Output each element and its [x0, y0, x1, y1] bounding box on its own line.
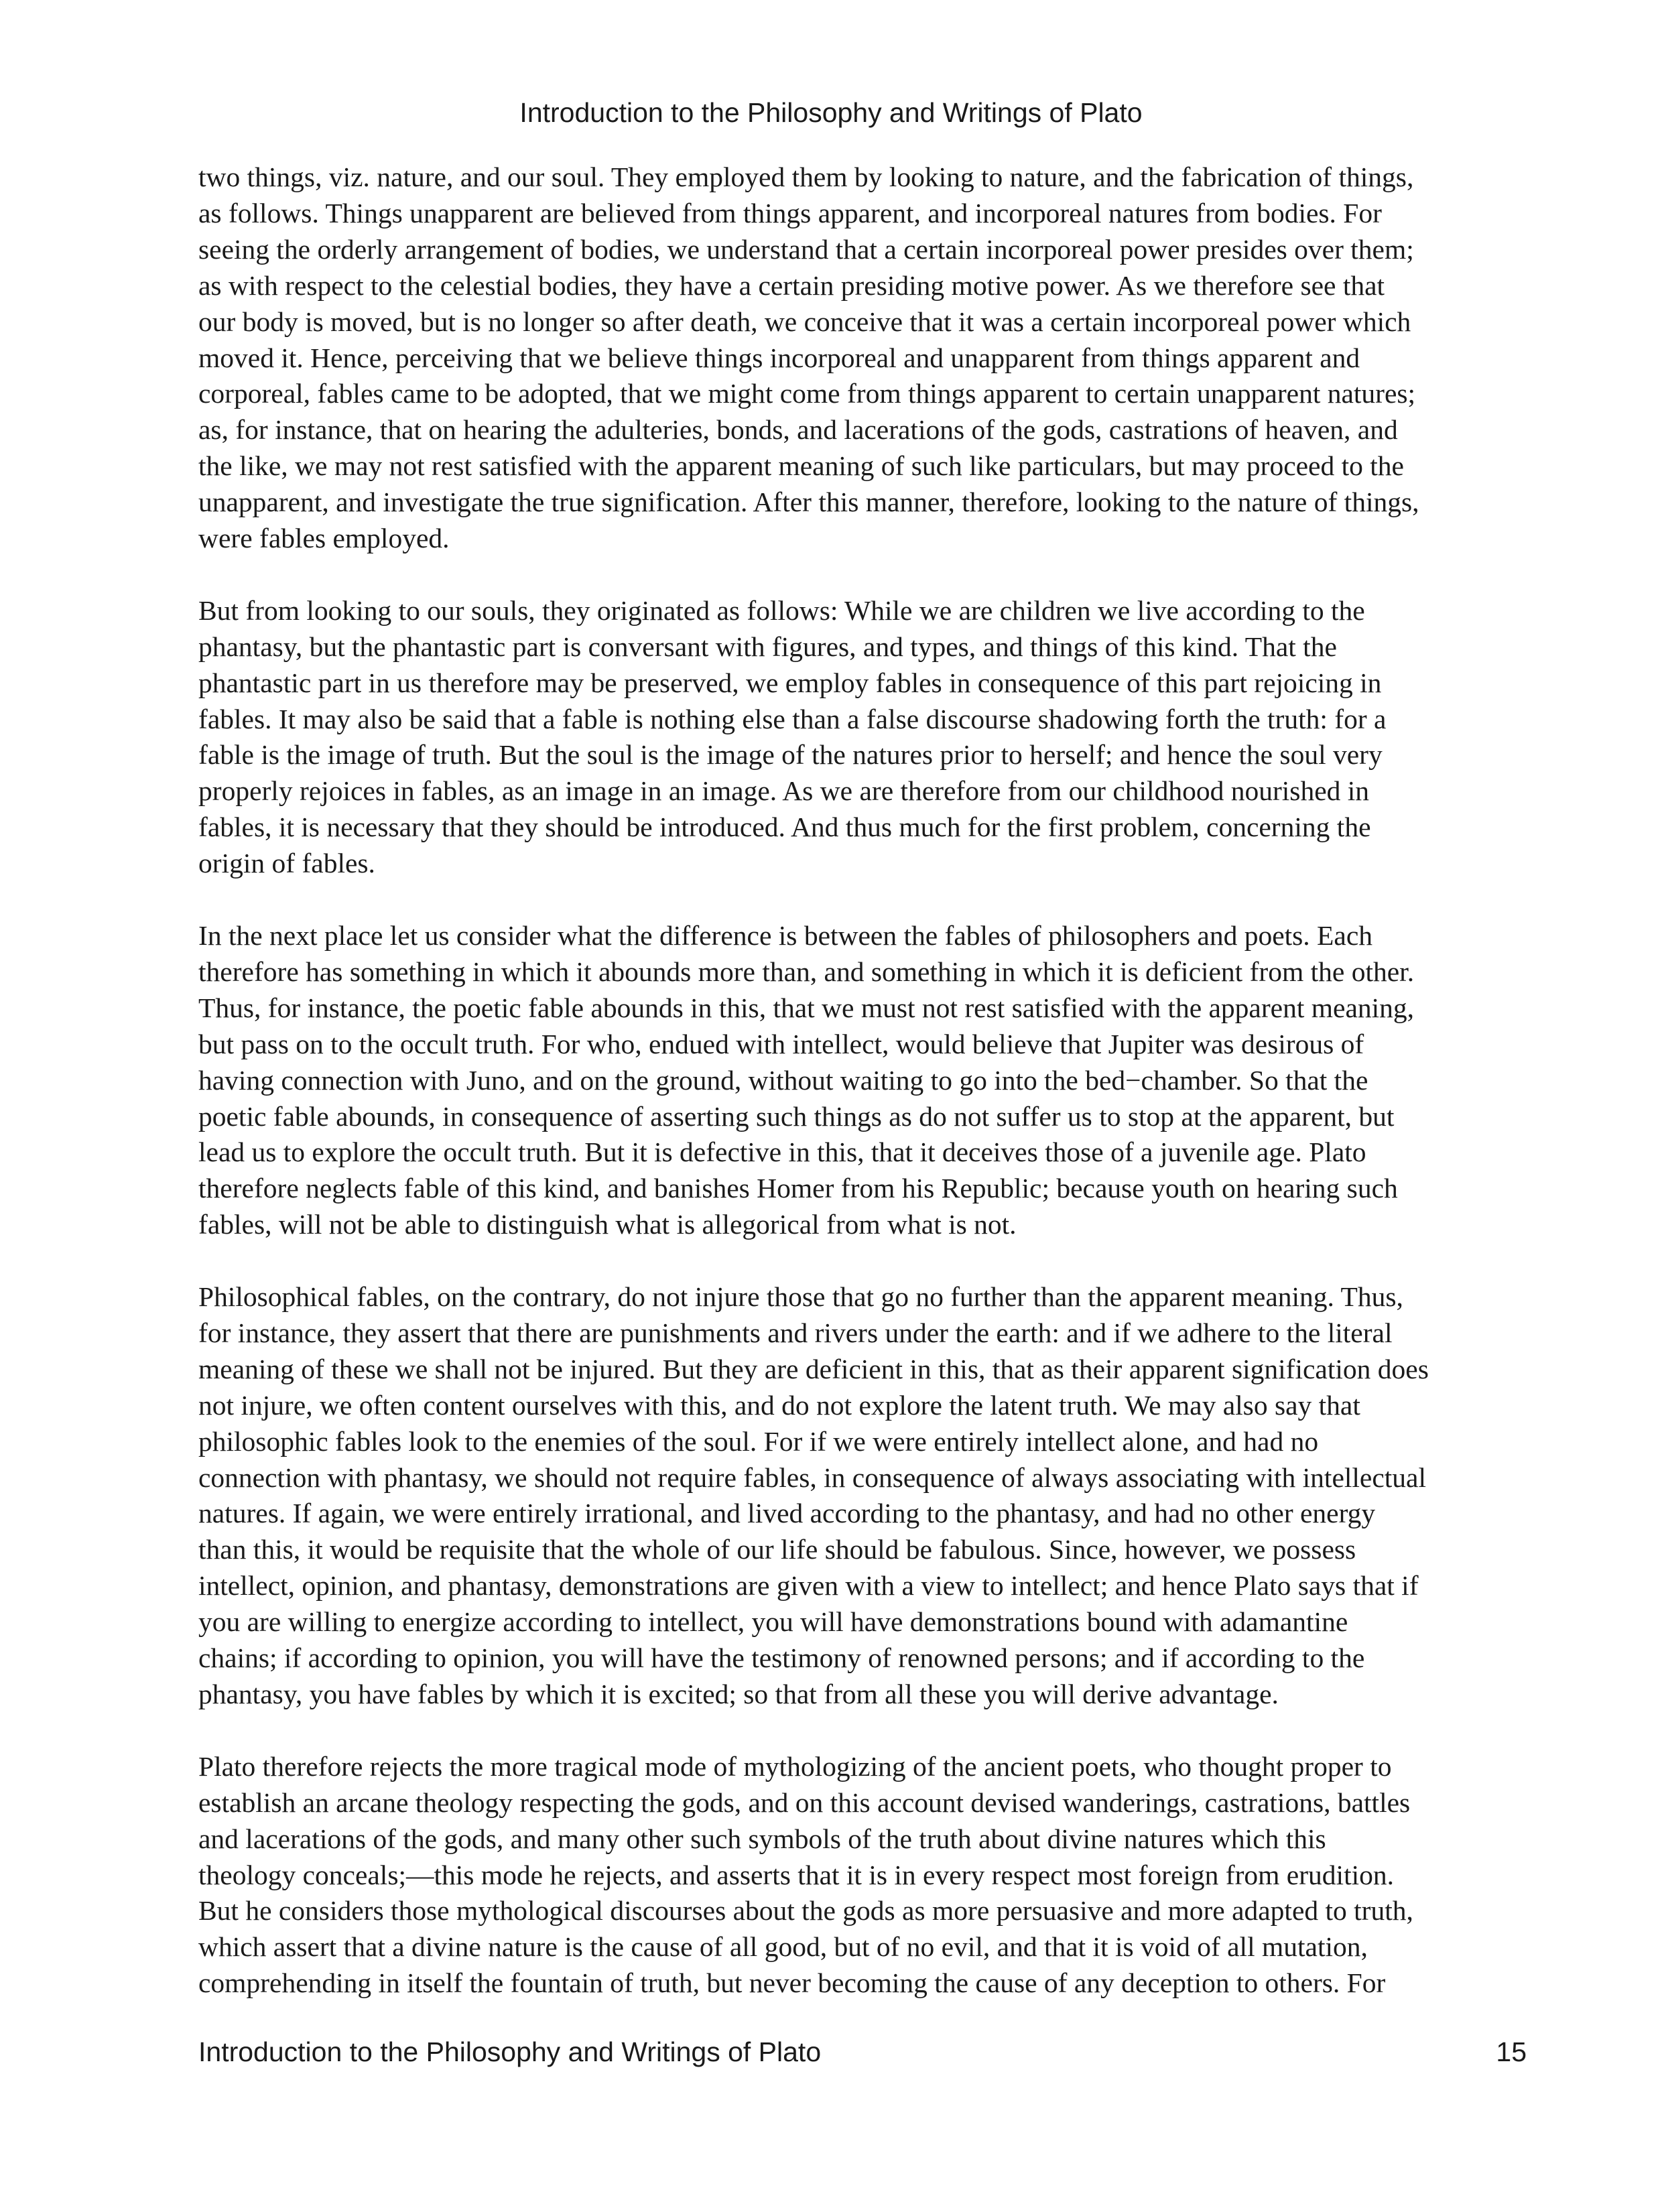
running-footer-title: Introduction to the Philosophy and Writings of Plato [198, 2036, 822, 2067]
paragraph [198, 1279, 1532, 1713]
text-line: fables, it is necessary that they should be introduced. And thus much for the first problem, concerning the [198, 811, 1371, 843]
text-line: But he considers those mythological discourses about the gods as more persuasive and more adapted to truth, [198, 1895, 1413, 1927]
text-line: therefore neglects fable of this kind, and banishes Homer from his Republic; because youth on hearing such [198, 1173, 1398, 1204]
text-line: fables, will not be able to distinguish what is allegorical from what is not. [198, 1209, 1017, 1240]
text-line: connection with phantasy, we should not require fables, in consequence of always associating with intellectual [198, 1461, 1426, 1493]
text-line: theology conceals;—this mode he rejects, and asserts that it is in every respect most foreign from erudition. [198, 1859, 1395, 1890]
text-line: fables. It may also be said that a fable is nothing else than a false discourse shadowing forth the truth: for a [198, 703, 1387, 734]
text-line: were fables employed. [198, 523, 450, 554]
text-line: fable is the image of truth. But the soul is the image of the natures prior to herself; and hence the soul very [198, 739, 1383, 771]
text-line: Plato therefore rejects the more tragical mode of mythologizing of the ancient poets, who thought proper to [198, 1750, 1392, 1782]
text-line: unapparent, and investigate the true signification. After this manner, therefore, looking to the nature of things, [198, 486, 1419, 518]
text-line: as with respect to the celestial bodies, they have a certain presiding motive power. As we therefore see that [198, 269, 1385, 301]
text-line: having connection with Juno, and on the ground, without waiting to go into the bed−chamber. So that the [198, 1064, 1368, 1096]
running-header-title: Introduction to the Philosophy and Writings of Plato [519, 97, 1143, 128]
text-line: establish an arcane theology respecting the gods, and on this account devised wanderings, castrations, battles [198, 1786, 1411, 1818]
text-line: you are willing to energize according to intellect, you will have demonstrations bound with adamantine [198, 1606, 1348, 1638]
text-line: origin of fables. [198, 848, 375, 879]
text-line: corporeal, fables came to be adopted, that we might come from things apparent to certain unapparent natures; [198, 378, 1416, 409]
text-line: Thus, for instance, the poetic fable abounds in this, that we must not rest satisfied with the apparent meaning, [198, 992, 1415, 1023]
text-line: seeing the orderly arrangement of bodies, we understand that a certain incorporeal power presides over them; [198, 233, 1414, 265]
paragraph [198, 593, 1532, 882]
paragraph [198, 918, 1532, 1243]
text-line: and lacerations of the gods, and many other such symbols of the truth about divine natures which this [198, 1823, 1326, 1854]
text-line: as follows. Things unapparent are believed from things apparent, and incorporeal natures from bodies. For [198, 197, 1382, 229]
page-number: 15 [1496, 2036, 1527, 2067]
text-line: as, for instance, that on hearing the adulteries, bonds, and lacerations of the gods, castrations of heaven, and [198, 414, 1398, 446]
text-line: which assert that a divine nature is the cause of all good, but of no evil, and that it is void of all mutation, [198, 1931, 1368, 1963]
paragraph [198, 1749, 1532, 2002]
text-line: In the next place let us consider what the difference is between the fables of philosophers and poets. Each [198, 920, 1372, 951]
text-line: meaning of these we shall not be injured. But they are deficient in this, that as their apparent signification does [198, 1353, 1429, 1384]
text-line: for instance, they assert that there are punishments and rivers under the earth: and if we adhere to the literal [198, 1317, 1393, 1348]
text-line: two things, viz. nature, and our soul. They employed them by looking to nature, and the fabrication of things, [198, 161, 1414, 192]
text-line: but pass on to the occult truth. For who, endued with intellect, would believe that Jupiter was desirous of [198, 1028, 1364, 1059]
text-line: phantastic part in us therefore may be preserved, we employ fables in consequence of this part rejoicing in [198, 667, 1382, 698]
text-line: phantasy, but the phantastic part is conversant with figures, and types, and things of this kind. That the [198, 631, 1337, 662]
text-line: not injure, we often content ourselves with this, and do not explore the latent truth. We may also say that [198, 1389, 1360, 1421]
text-line: poetic fable abounds, in consequence of asserting such things as do not suffer us to stop at the apparent, but [198, 1100, 1395, 1132]
text-line: than this, it would be requisite that the whole of our life should be fabulous. Since, however, we possess [198, 1534, 1356, 1565]
text-line: Philosophical fables, on the contrary, do not injure those that go no further than the apparent meaning. Thus, [198, 1281, 1403, 1313]
body-text [198, 159, 1532, 2002]
text-line: moved it. Hence, perceiving that we believe things incorporeal and unapparent from things apparent and [198, 342, 1360, 373]
running-footer [198, 2038, 1527, 2066]
text-line: our body is moved, but is no longer so after death, we conceive that it was a certain incorporeal power which [198, 306, 1411, 337]
text-line: therefore has something in which it abounds more than, and something in which it is deficient from the other. [198, 956, 1415, 987]
text-line: lead us to explore the occult truth. But it is defective in this, that it deceives those of a juvenile age. Plato [198, 1136, 1366, 1168]
text-line: natures. If again, we were entirely irrational, and lived according to the phantasy, and had no other energy [198, 1498, 1376, 1529]
text-line: phantasy, you have fables by which it is excited; so that from all these you will derive advantage. [198, 1679, 1279, 1710]
text-line: comprehending in itself the fountain of truth, but never becoming the cause of any deception to others. For [198, 1967, 1386, 1999]
text-line: intellect, opinion, and phantasy, demonstrations are given with a view to intellect; and hence Plato says that if [198, 1570, 1419, 1602]
text-line: chains; if according to opinion, you will have the testimony of renowned persons; and if according to the [198, 1642, 1365, 1674]
paragraph [198, 159, 1532, 557]
text-line: the like, we may not rest satisfied with the apparent meaning of such like particulars, but may proceed to the [198, 450, 1404, 482]
text-line: But from looking to our souls, they originated as follows: While we are children we live according to the [198, 594, 1365, 626]
text-line: philosophic fables look to the enemies of the soul. For if we were entirely intellect alone, and had no [198, 1425, 1319, 1457]
text-line: properly rejoices in fables, as an image in an image. As we are therefore from our childhood nourished in [198, 775, 1370, 807]
